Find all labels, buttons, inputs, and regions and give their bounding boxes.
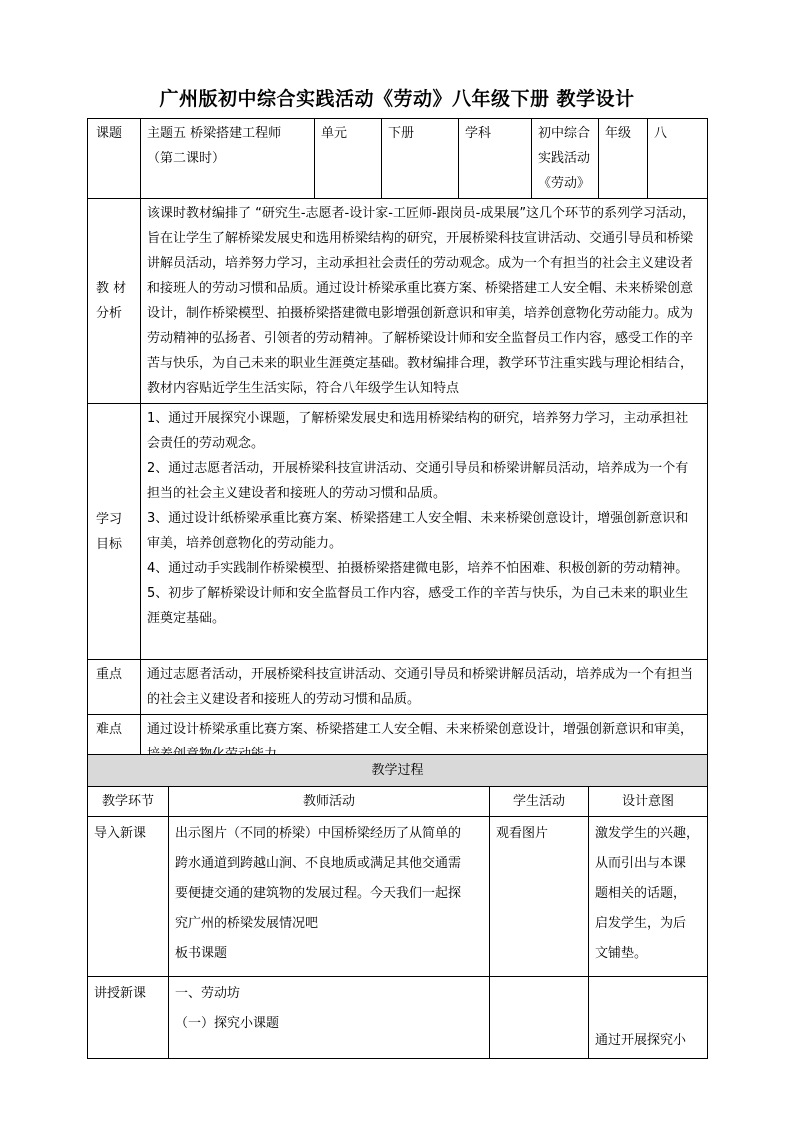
- teacher-activity-cell: [169, 817, 490, 977]
- teacher-line: 出示图片（不同的桥梁）中国桥梁经历了从简单的: [175, 826, 462, 841]
- grade-value: 八: [648, 119, 708, 199]
- goal-item-1: 1、通过开展探究小课题，了解桥梁发展史和选用桥梁结构的研究，培养努力学习，主动承担社会责任的劳动观念。: [147, 411, 689, 451]
- design-intent-cell: [589, 977, 708, 1059]
- key-point-label: 重点: [88, 660, 141, 715]
- grade-label: 年级: [599, 119, 648, 199]
- process-section-row: [88, 755, 708, 787]
- teacher-line: 一、劳动坊: [175, 986, 241, 1001]
- intent-line: 题相关的话题，: [595, 886, 687, 901]
- process-row-intro: [88, 817, 708, 977]
- topic-value-line1: 主题五 桥梁搭建工程师: [147, 126, 282, 141]
- topic-value: [141, 119, 315, 199]
- difficulty-text: 通过设计桥梁承重比赛方案、桥梁搭建工人安全帽、未来桥梁创意设计，增强创新意识和审美，: [141, 715, 708, 770]
- difficulty-label: 难点: [88, 715, 141, 770]
- teacher-line: 究广州的桥梁发展情况吧: [175, 916, 319, 931]
- analysis-label-line1: 教 材: [96, 281, 127, 296]
- column-header-student: 学生活动: [490, 787, 589, 817]
- intent-line: 从而引出与本课: [595, 856, 687, 871]
- process-section-title: 教学过程: [88, 755, 708, 787]
- analysis-label-line2: 分析: [96, 306, 123, 321]
- subject-label: 学科: [459, 119, 532, 199]
- unit-value: 下册: [382, 119, 459, 199]
- subject-value: [532, 119, 599, 199]
- column-header-stage: 教学环节: [88, 787, 169, 817]
- intent-line: 通过开展探究小: [595, 1033, 687, 1048]
- goal-item-4: 4、通过动手实践制作桥梁模型、拍摄桥梁搭建微电影，培养不怕困难、积极创新的劳动精神。: [147, 561, 689, 576]
- info-row: [88, 119, 708, 199]
- process-header-row: [88, 787, 708, 817]
- key-point-row: [88, 660, 708, 715]
- goal-item-5: 5、初步了解桥梁设计师和安全监督员工作内容，感受工作的辛苦与快乐，为自己未来的职业生涯奠定基础。: [147, 586, 689, 626]
- document-title: 广州版初中综合实践活动《劳动》八年级下册 教学设计: [159, 88, 635, 110]
- stage-cell: 导入新课: [88, 817, 169, 977]
- teacher-line: （一）探究小课题: [175, 1016, 280, 1031]
- goals-label: [88, 404, 141, 660]
- goals-row: [88, 404, 708, 660]
- subject-value-line1: 初中综合: [538, 126, 591, 141]
- goals-label-line1: 学习: [96, 511, 123, 527]
- unit-label: 单元: [315, 119, 382, 199]
- goal-item-3: 3、通过设计纸桥梁承重比赛方案、桥梁搭建工人安全帽、未来桥梁创意设计，增强创新意识和审美，培养创意物化的劳动能力。: [147, 511, 689, 551]
- teacher-activity-cell: [169, 977, 490, 1059]
- analysis-text: 该课时教材编排了 “研究生-志愿者-设计家-工匠师-跟岗员-成果展”这几个环节的系列学习活动，旨在让学生了解桥梁发展史和选用桥梁结构的研究，开展桥梁科技宣讲活动、交通引导员和桥梁讲解员活动，培养努力学习，主动承担社会责任的劳动观念。成为一个有担当的社会主义建设者和接班人的劳动习惯和品质。通过设计桥梁承重比赛方案、桥梁搭建工人安全帽、未来桥梁创意设计，制作桥梁模型、拍摄桥梁搭建微电影增强创新意识和审美，培养创意物化劳动能力。成为劳动精神的弘扬者、引领者的劳动精神。了解桥梁设计师和安全监督员工作内容，感受工作的辛苦与快乐，为自己未来的职业生涯奠定基础。教材编排合理，教学环节注重实践与理论相结合，教材内容贴近学生生活实际，符合八年级学生认知特点: [141, 199, 708, 404]
- subject-value-line2: 实践活动: [538, 151, 591, 166]
- subject-value-line3: 《劳动》: [538, 176, 591, 191]
- process-table: [87, 754, 708, 1059]
- teacher-line: 板书课题: [175, 946, 228, 961]
- intent-line: 启发学生，为后: [595, 916, 687, 931]
- topic-label: 课题: [88, 119, 141, 199]
- column-header-teacher: 教师活动: [169, 787, 490, 817]
- analysis-label: [88, 199, 141, 404]
- topic-value-line2: （第二课时）: [147, 151, 226, 166]
- teacher-line: 要便捷交通的建筑物的发展过程。今天我们一起探: [175, 886, 462, 901]
- student-activity-cell: 观看图片: [490, 817, 589, 977]
- column-header-intent: 设计意图: [589, 787, 708, 817]
- design-intent-cell: [589, 817, 708, 977]
- lesson-info-table: [87, 118, 708, 770]
- process-row-new-lesson: [88, 977, 708, 1059]
- stage-cell: 讲授新课: [88, 977, 169, 1059]
- analysis-row: [88, 199, 708, 404]
- goal-item-2: 2、通过志愿者活动，开展桥梁科技宣讲活动、交通引导员和桥梁讲解员活动，培养成为一个有担当的社会主义建设者和接班人的劳动习惯和品质。: [147, 461, 689, 501]
- intent-line: 激发学生的兴趣，: [595, 826, 700, 841]
- goals-label-line2: 目标: [96, 536, 123, 552]
- student-activity-cell: [490, 977, 589, 1059]
- goals-list: [141, 404, 708, 660]
- teacher-line: 跨水通道到跨越山涧、不良地质或满足其他交通需: [175, 856, 462, 871]
- intent-line: 文铺垫。: [595, 946, 648, 961]
- key-point-text: 通过志愿者活动，开展桥梁科技宣讲活动、交通引导员和桥梁讲解员活动，培养成为一个有担当的社会主义建设者和接班人的劳动习惯和品质。: [141, 660, 708, 715]
